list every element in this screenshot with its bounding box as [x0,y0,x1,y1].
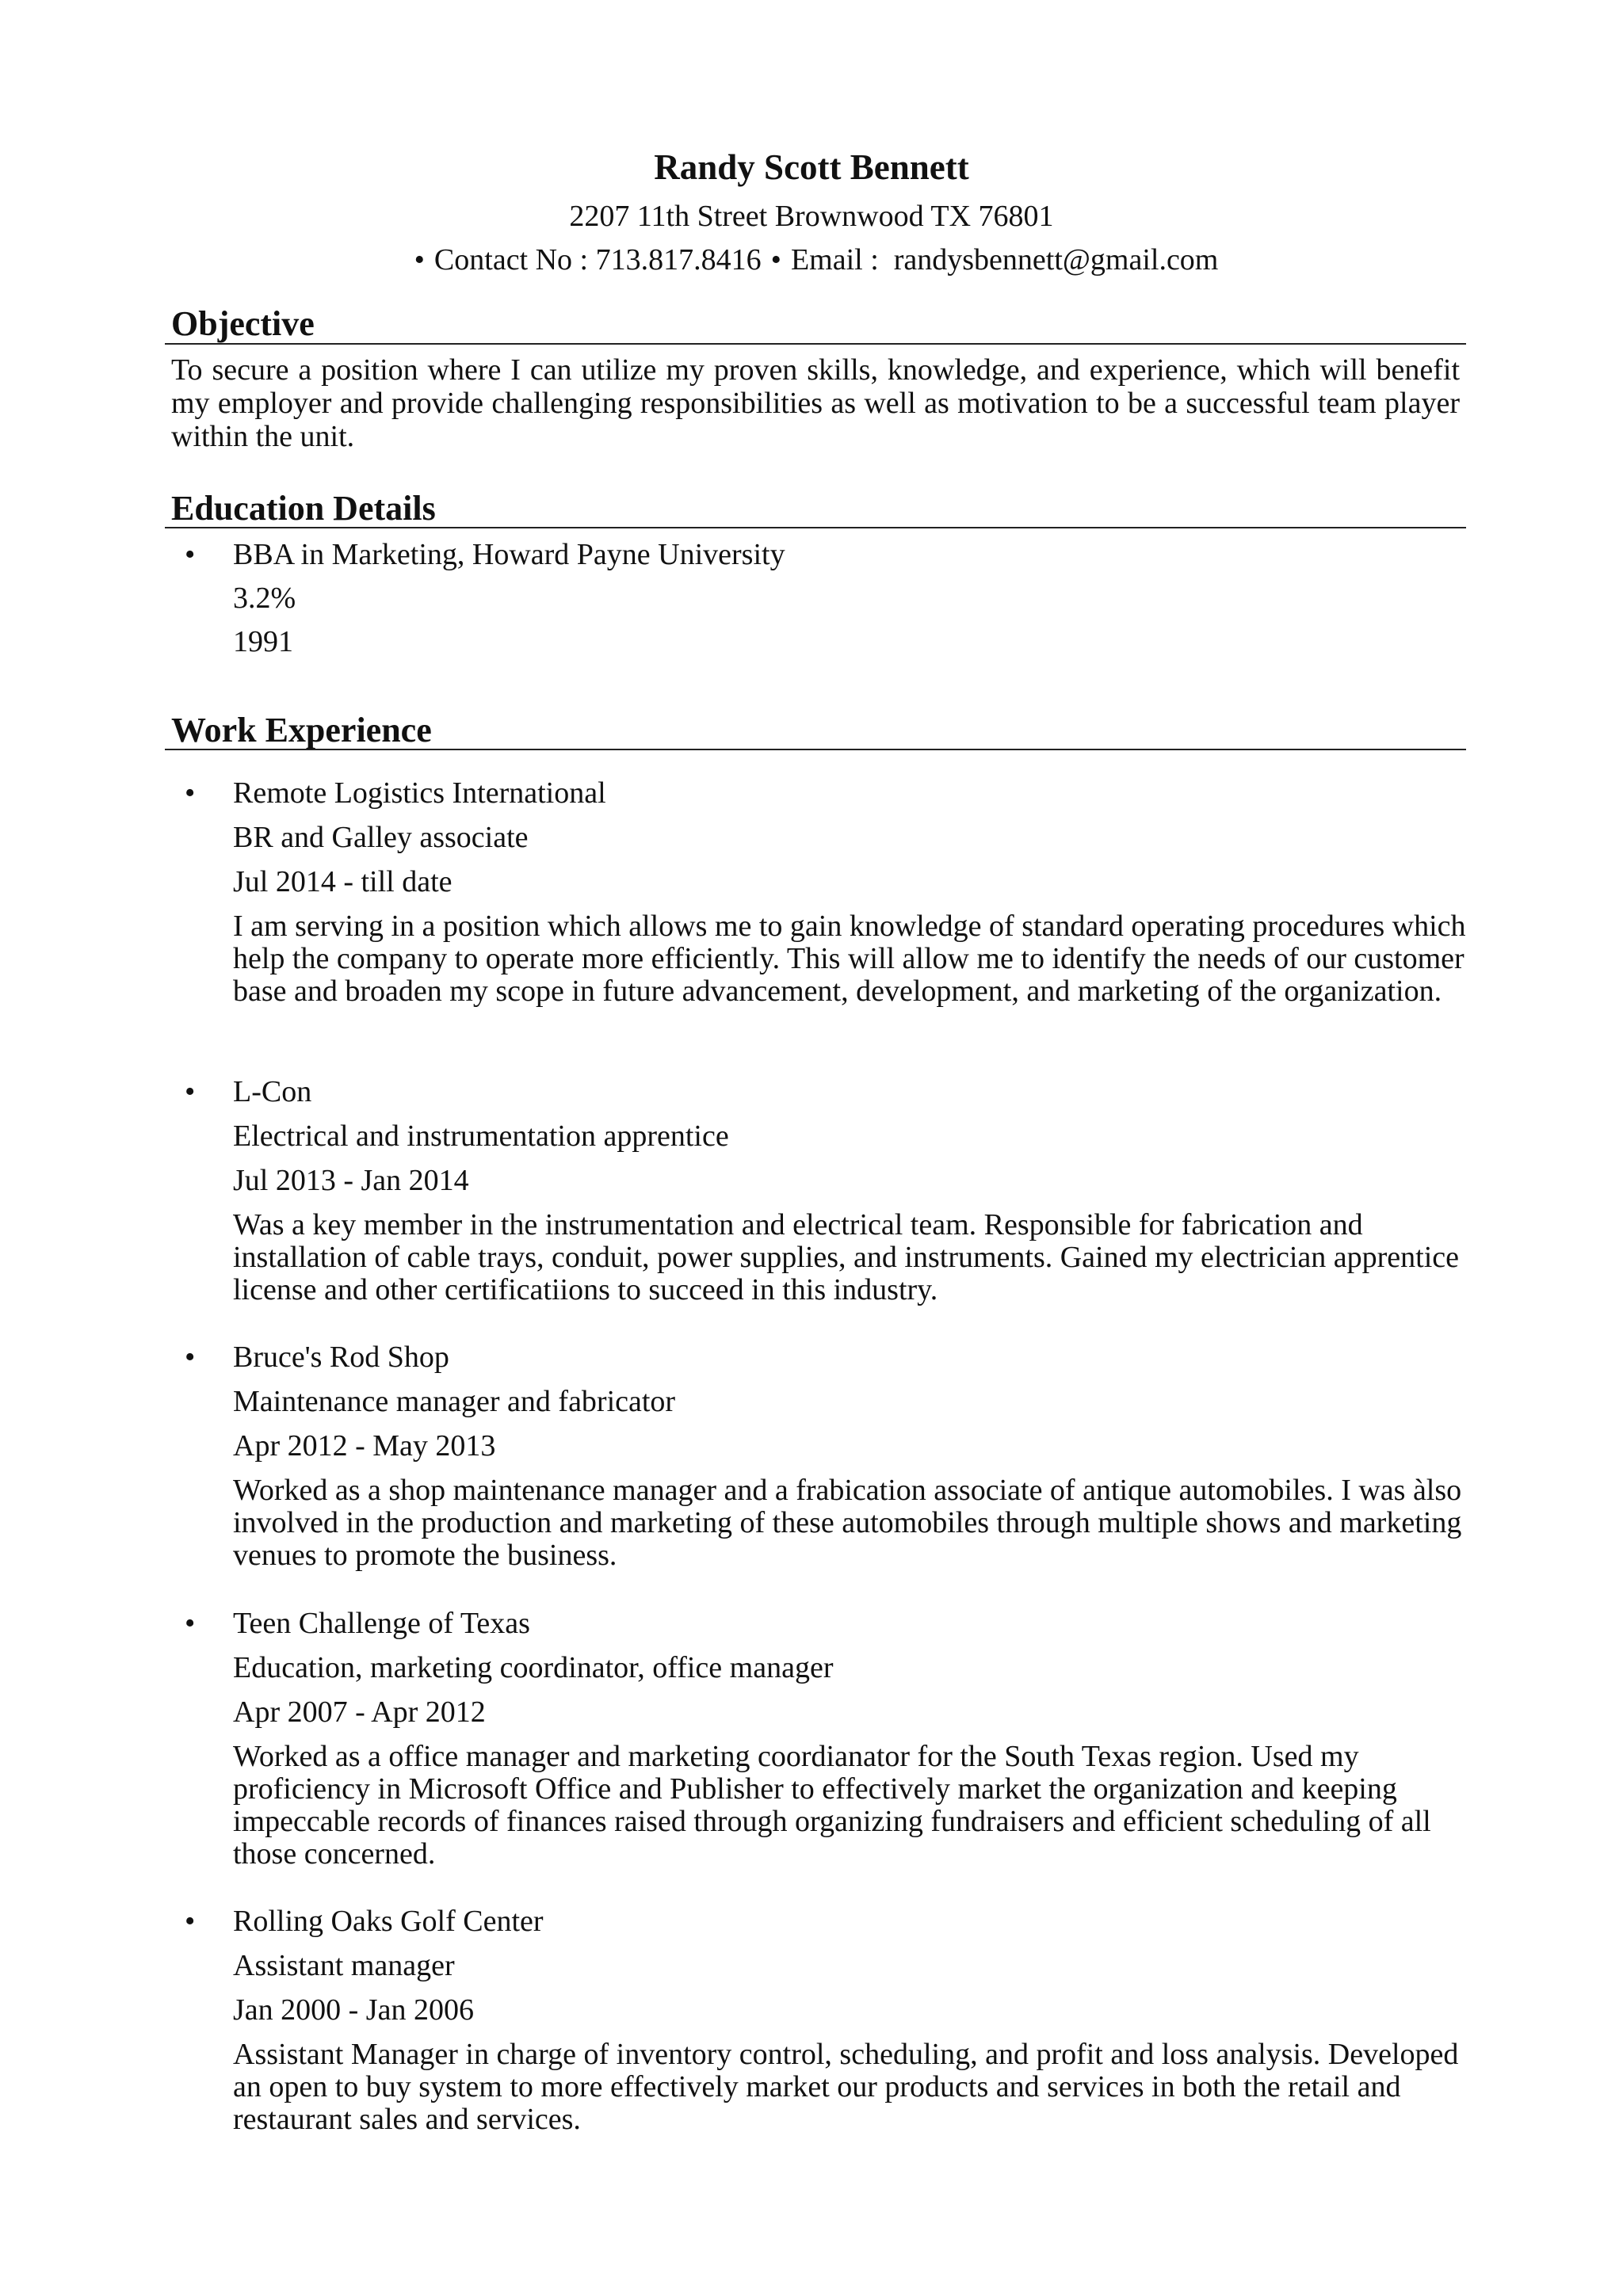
work-description: Was a key member in the instrumentation and electrical team. Responsible for fabrication and installation of cable trays, conduit, power supplies, and instruments. Gained my electrician apprentice license and other certificatiions to succeed in this industry. [233,1208,1459,1306]
education-divider [165,527,1466,528]
work-period: Apr 2007 - Apr 2012 [233,1695,486,1729]
work-bullet: • [185,1607,196,1640]
work-period: Apr 2012 - May 2013 [233,1429,496,1463]
email-bullet: • [770,243,781,277]
work-bullet: • [185,776,196,810]
work-description: Assistant Manager in charge of inventory control, scheduling, and profit and loss analysis. Developed an open to buy system to more effectively market our products and services in both the retail and restaurant sales and services. [233,2038,1459,2136]
work-role: Electrical and instrumentation apprentice [233,1119,729,1153]
work-company: Teen Challenge of Texas [233,1607,530,1640]
work-bullet: • [185,1341,196,1374]
objective-text: To secure a position where I can utilize my proven skills, knowledge, and experience, which will benefit my employer and provide challenging responsibilities as well as motivation to be a successful team player within the unit. [171,353,1460,453]
work-bullet: • [185,1905,196,1938]
candidate-address: 2207 11th Street Brownwood TX 76801 [569,200,1054,233]
education-heading: Education Details [171,489,436,528]
work-period: Jul 2014 - till date [233,865,453,898]
work-period: Jul 2013 - Jan 2014 [233,1164,469,1197]
work-company: Remote Logistics International [233,776,606,810]
education-bullet: • [185,538,196,571]
work-divider [165,749,1466,750]
work-company: L-Con [233,1075,312,1108]
contact-label: Contact No : [433,243,589,277]
email-label: Email : [790,243,879,277]
objective-heading: Objective [171,304,315,343]
work-heading: Work Experience [171,711,432,749]
contact-bullet: • [414,243,425,277]
work-role: Education, marketing coordinator, office manager [233,1651,834,1684]
work-bullet: • [185,1075,196,1108]
work-company: Bruce's Rod Shop [233,1341,449,1374]
education-year: 1991 [233,625,293,658]
work-role: Assistant manager [233,1949,455,1982]
contact-line [0,242,1623,278]
work-description: Worked as a office manager and marketing coordianator for the South Texas region. Used my proficiency in Microsoft Office and Publisher to effectively market the organization and keeping impeccable records of finances raised through organizing fundraisers and efficient scheduling of all those concerned. [233,1740,1431,1871]
work-role: Maintenance manager and fabricator [233,1385,676,1418]
contact-number: 713.817.8416 [595,243,762,277]
email-address[interactable]: randysbennett@gmail.com [893,243,1219,277]
work-description: Worked as a shop maintenance manager and a frabication associate of antique automobiles. I was àlso involved in the production and marketing of these automobiles through multiple shows and marketing venues to promote the business. [233,1474,1462,1572]
work-role: BR and Galley associate [233,821,529,854]
education-degree: BBA in Marketing, Howard Payne University [233,538,785,571]
candidate-name: Randy Scott Bennett [654,147,969,187]
work-company: Rolling Oaks Golf Center [233,1905,544,1938]
objective-divider [165,343,1466,345]
work-period: Jan 2000 - Jan 2006 [233,1993,474,2027]
work-description: I am serving in a position which allows me to gain knowledge of standard operating procedures which help the company to operate more efficiently. This will allow me to identify the needs of our customer base and broaden my scope in future advancement, development, and marketing of the organization. [233,910,1466,1008]
education-grade: 3.2% [233,582,296,615]
